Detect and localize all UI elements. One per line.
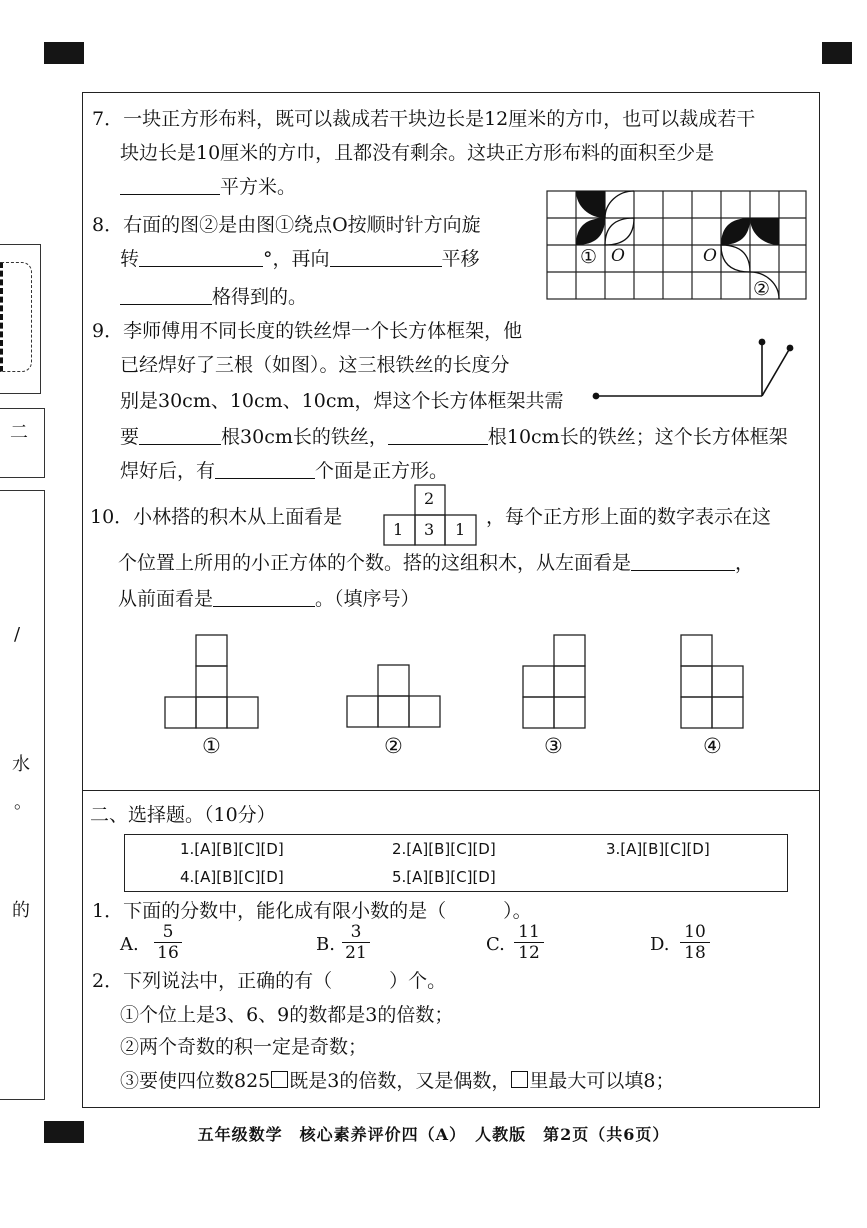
- q8-figure1-label: ①: [580, 246, 598, 268]
- choice2-statement-3: ③要使四位数825 既是3的倍数，又是偶数， 里最大可以填8；: [120, 1070, 675, 1092]
- q10-option3-label: ③: [544, 734, 563, 758]
- answer-choice-2[interactable]: 2.[A][B][C][D]: [392, 840, 496, 858]
- answer-choice-5[interactable]: 5.[A][B][C][D]: [392, 868, 496, 886]
- side-text: /: [14, 624, 21, 645]
- q10-option2-figure: [346, 664, 442, 730]
- q9-10cm-count-blank[interactable]: [388, 422, 488, 445]
- choice2-statement-1: ①个位上是3、6、9的数都是3的倍数；: [120, 1004, 454, 1026]
- q8-point-o2: O: [703, 246, 717, 266]
- q9-square-faces-blank[interactable]: [215, 456, 315, 479]
- binding-margin-box-inner: [0, 262, 32, 372]
- section2-title: 二、选择题。（10分）: [90, 804, 276, 826]
- choice1-option-a-fraction[interactable]: $\frac{5}{16}$: [154, 922, 182, 963]
- q10-option3-figure: [522, 634, 588, 730]
- q10-left-view-blank[interactable]: [631, 548, 735, 571]
- digit-box-icon: [511, 1071, 528, 1088]
- side-text: 水: [12, 754, 30, 775]
- q10-grid-cell-left: 1: [393, 520, 404, 539]
- registration-mark-top-left: [44, 42, 84, 64]
- choice1-question: 1．下面的分数中，能化成有限小数的是（ ）。: [92, 900, 532, 922]
- q7-line1: 7．一块正方形布料，既可以裁成若干块边长是12厘米的方巾，也可以裁成若干: [92, 108, 756, 130]
- answer-choice-1[interactable]: 1.[A][B][C][D]: [180, 840, 284, 858]
- answer-choice-4[interactable]: 4.[A][B][C][D]: [180, 868, 284, 886]
- q7-answer-blank[interactable]: [120, 172, 220, 195]
- side-text: 二: [10, 422, 28, 443]
- q8-steps-blank[interactable]: [120, 282, 212, 305]
- side-text: 。: [14, 792, 32, 813]
- q10-line2: 个位置上所用的小正方体的个数。搭的这组积木，从左面看是 ，: [118, 546, 754, 580]
- registration-mark-top-right: [822, 42, 852, 64]
- q10-option2-label: ②: [384, 734, 403, 758]
- choice1-option-b-fraction[interactable]: $\frac{3}{21}$: [342, 922, 370, 963]
- q8-line2: 转 °，再向 平移: [120, 242, 480, 276]
- digit-box-icon: [271, 1071, 288, 1088]
- q10-grid-cell-middle: 3: [424, 520, 435, 539]
- choice1-option-a-label[interactable]: A.: [120, 934, 139, 955]
- q8-direction-blank[interactable]: [330, 244, 442, 267]
- q10-line1-a: 10．小林搭的积木从上面看是: [90, 506, 343, 528]
- choice1-option-c-fraction[interactable]: $\frac{11}{12}$: [514, 922, 544, 963]
- q7-line2: 块边长是10厘米的方巾，且都没有剩余。这块正方形布料的面积至少是: [120, 142, 715, 164]
- q10-option4-figure: [680, 634, 746, 730]
- q8-line1: 8．右面的图②是由图①绕点O按顺时针方向旋: [92, 214, 481, 236]
- page-footer: 五年级数学 核心素养评价四（A） 人教版 第2页（共6页）: [197, 1125, 670, 1144]
- q9-30cm-count-blank[interactable]: [139, 422, 221, 445]
- choice1-option-d-fraction[interactable]: $\frac{10}{18}$: [680, 922, 710, 963]
- q10-front-view-blank[interactable]: [213, 584, 315, 607]
- q10-option1-label: ①: [202, 734, 221, 758]
- q10-option1-figure: [164, 634, 260, 730]
- choice2-statement-2: ②两个奇数的积一定是奇数；: [120, 1036, 368, 1058]
- q9-line5: 焊好后，有 个面是正方形。: [120, 454, 448, 488]
- q10-option4-label: ④: [703, 734, 722, 758]
- choice2-question: 2．下列说法中，正确的有（ ）个。: [92, 970, 447, 992]
- q8-point-o1: O: [611, 246, 625, 266]
- q8-angle-blank[interactable]: [139, 244, 263, 267]
- section-divider: [82, 790, 820, 791]
- q10-line1-b: ，每个正方形上面的数字表示在这: [486, 506, 772, 528]
- q9-line4: 要 根30cm长的铁丝， 根10cm长的铁丝；这个长方体框架: [120, 420, 788, 454]
- q10-grid-cell-right: 1: [455, 520, 466, 539]
- side-text: 的: [12, 900, 30, 921]
- choice1-option-c-label[interactable]: C.: [486, 934, 505, 955]
- q9-line2: 已经焊好了三根（如图）。这三根铁丝的长度分: [120, 354, 510, 376]
- choice1-option-d-label[interactable]: D.: [650, 934, 670, 955]
- q9-line1: 9．李师傅用不同长度的铁丝焊一个长方体框架，他: [92, 320, 523, 342]
- answer-choice-3[interactable]: 3.[A][B][C][D]: [606, 840, 710, 858]
- q9-wire-figure: [590, 336, 800, 402]
- q7-line3: 平方米。: [120, 170, 296, 204]
- q8-figure2-label: ②: [753, 278, 771, 300]
- q10-line3: 从前面看是 。（填序号）: [118, 582, 420, 616]
- q8-line3: 格得到的。: [120, 280, 307, 314]
- choice1-option-b-label[interactable]: B.: [316, 934, 335, 955]
- q10-grid-cell-top: 2: [424, 489, 435, 508]
- q9-line3: 别是30cm、10cm、10cm，焊这个长方体框架共需: [120, 390, 564, 412]
